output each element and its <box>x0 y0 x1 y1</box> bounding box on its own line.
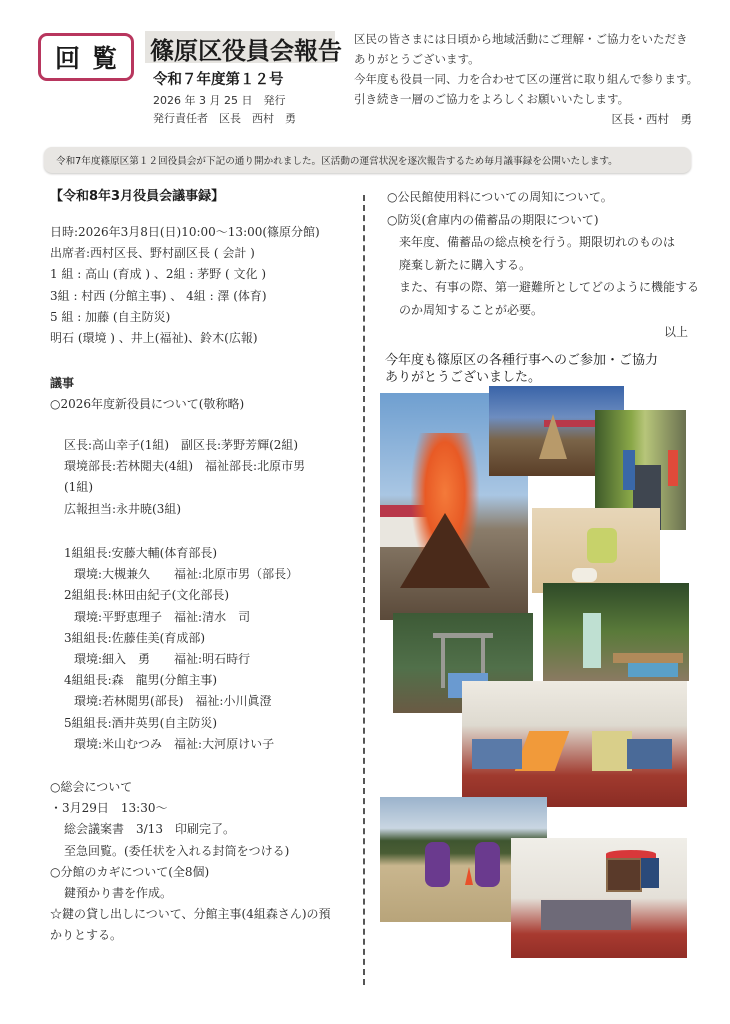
publisher: 発行責任者 区長 西村 勇 <box>153 112 296 125</box>
general-meeting-line: 総会議案書 3/13 印刷完了。 <box>64 822 235 837</box>
general-meeting-title: ○総会について <box>50 780 133 794</box>
keys-line: 鍵預かり書を作成。 <box>64 886 173 901</box>
newsletter-title: 篠原区役員会報告 <box>150 36 342 65</box>
officer-line: 広報担当:永井暁(3組) <box>64 501 182 516</box>
disaster-line: のか周知することが必要。 <box>399 302 544 317</box>
general-meeting-line: 至急回覧。(委任状を入れる封筒をつける) <box>64 843 290 858</box>
kairan-char-2: 覧 <box>91 44 117 73</box>
column-divider <box>363 195 365 985</box>
disaster-line: 来年度、備蓄品の総点検を行う。期限切れのものは <box>399 235 676 249</box>
greeting-line: 今年度も役員一同、力を合わせて区の運営に取り組んで参ります。 <box>354 72 699 86</box>
group-sub: 環境:大槻兼久 福祉:北原市男（部長） <box>74 567 299 582</box>
group-sub: 環境:若林閲男(部長) 福祉:小川眞澄 <box>74 694 272 709</box>
kairan-char-1: 回 <box>55 44 81 73</box>
cpr-training-photo <box>532 508 660 593</box>
keys-note: ☆鍵の貸し出しについて、分館主事(4組森さん)の預 <box>50 907 331 922</box>
agenda-section <box>50 373 360 415</box>
circular-notice-badge <box>38 33 134 81</box>
keys-note: かりとする。 <box>50 928 123 943</box>
greeting-line: 引き続き一層のご協力をよろしくお願いいたします。 <box>354 92 630 106</box>
notice-banner: 令和7年度篠原区第１２回役員会が下記の通り開かれました。区活動の運営状況を逐次報告するため毎月議事録を公開いたします。 <box>44 147 691 173</box>
officer-line: 区長:高山幸子(1組) 副区長:茅野芳輝(2組) <box>64 438 299 452</box>
general-meeting-date: ・3月29日 13:30～ <box>50 801 168 816</box>
disaster-line: 廃棄し新たに購入する。 <box>399 257 532 272</box>
group-leader: 2組組長:林田由紀子(文化部長) <box>64 588 230 603</box>
culture-exhibition-photo <box>511 838 687 958</box>
agenda-item-title: ○2026年度新役員について(敬称略) <box>50 397 245 412</box>
info-line: 出席者:西村区長、野村副区長 ( 会計 ) <box>50 246 255 261</box>
general-meeting-section <box>50 777 360 947</box>
info-line: 1 組 : 高山 (育成 ) 、2組 : 茅野 ( 文化 ) <box>50 267 267 282</box>
group-leader: 5組組長:酒井英男(自主防災) <box>64 715 218 730</box>
group-sub: 環境:米山むつみ 福祉:大河原けい子 <box>74 736 275 751</box>
publish-date: 2026 年 3 月 25 日 発行 <box>153 94 286 107</box>
disaster-line: また、有事の際、第一避難所としてどのように機能する <box>399 280 700 294</box>
caption-line: 今年度も篠原区の各種行事へのご参加・ご協力 <box>385 353 659 368</box>
greeting-message <box>354 29 704 129</box>
minutes-title: 【令和8年3月役員会議事録】 <box>50 189 225 204</box>
greeting-line: 区民の皆さまには日頃から地域活動にご理解・ご協力をいただき <box>354 32 688 46</box>
meeting-info <box>50 222 360 349</box>
group-sub: 環境:平野恵理子 福祉:清水 司 <box>74 609 251 624</box>
officer-line: (1組) <box>64 480 93 495</box>
issue-number: 令和７年度第１２号 <box>153 72 284 88</box>
info-line: 3組 : 村西 (分館主事) 、 4組 : 澤 (体育) <box>50 288 267 303</box>
info-line: 明石 (環境 ) 、井上(福祉)、鈴木(広報) <box>50 331 258 346</box>
group-leader: 3組組長:佐藤佳美(育成部) <box>64 630 206 645</box>
agenda-item: ○防災(倉庫内の備蓄品の期限について) <box>387 212 599 227</box>
senior-luncheon-photo <box>462 681 687 807</box>
keys-title: ○分館のカギについて(全8個) <box>50 864 210 879</box>
group-leader: 4組組長:森 龍男(分館主事) <box>64 673 218 688</box>
closing-mark: 以上 <box>663 325 688 339</box>
group-leaders <box>50 543 360 755</box>
outdoor-ceremony-photo <box>543 583 689 681</box>
caption-line: ありがとうございました。 <box>385 370 542 385</box>
officer-list <box>50 435 360 520</box>
info-line: 日時:2026年3月8日(日)10:00～13:00(篠原分館) <box>50 225 320 239</box>
greeting-line: ありがとうございます。 <box>354 52 480 66</box>
officer-line: 環境部長:若林閲夫(4組) 福祉部長:北原市男 <box>64 459 306 474</box>
group-leader: 1組組長:安藤大輔(体育部長) <box>64 546 218 560</box>
group-sub: 環境:細入 勇 福祉:明石時行 <box>74 652 251 667</box>
info-line: 5 組 : 加藤 (自主防災) <box>50 309 171 324</box>
photo-caption <box>385 352 658 386</box>
agenda-item: ○公民館使用料についての周知について。 <box>387 190 613 204</box>
greeting-signature: 区長・西村 勇 <box>611 112 692 126</box>
minutes-continued <box>387 186 700 344</box>
agenda-label: 議事 <box>50 376 75 390</box>
